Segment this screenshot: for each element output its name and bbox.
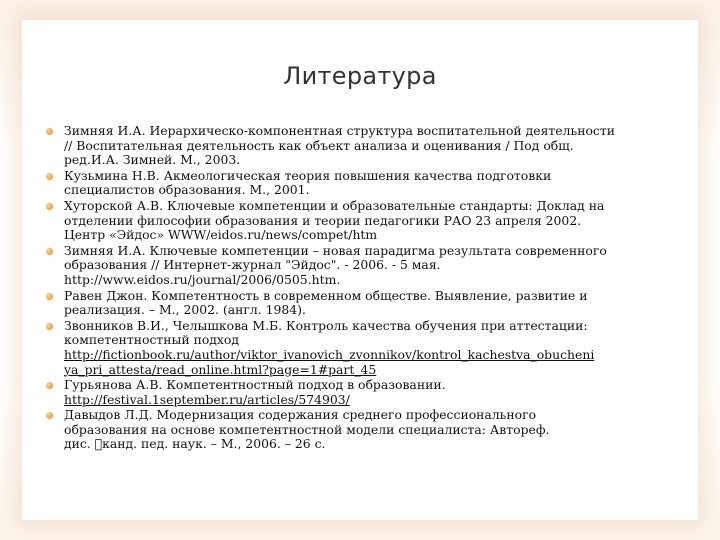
reference-text: отделении философии образования и теории педагогики РАО 23 апреля 2002. [64,212,582,228]
reference-text: образования // Интернет-журнал "Эйдос". - 2006. - 5 мая. [64,257,441,273]
reference-text: Гурьянова А.В. Компетентностный подход в образовании. [64,377,446,393]
reference-text: http://www.eidos.ru/journal/2006/0505.htm. [64,271,341,287]
bullet-icon [46,412,53,419]
reference-text: Зимняя И.А. Иерархическо-компонентная структура воспитательной деятельности [64,123,615,138]
reference-item [46,124,690,168]
reference-link[interactable]: ya_pri_attesta/read_online.html?page=1#part_45 [64,361,377,377]
slide-title: Литература [283,62,437,90]
reference-text: Равен Джон. Компетентность в современном обществе. Выявление, развитие и [64,287,588,303]
reference-text: Зимняя И.А. Ключевые компетенции – новая парадигма результата современного [64,242,607,258]
reference-text: специалистов образования. М., 2001. [64,182,310,198]
bullet-icon [46,293,53,300]
reference-text: ред.И.А. Зимней. М., 2003. [64,152,241,168]
reference-item [46,408,690,452]
reference-text: дис. канд. пед. наук. – М., 2006. – 26 с. [64,436,319,452]
reference-item [46,199,690,243]
bullet-icon [46,382,53,389]
reference-item [46,169,690,198]
reference-item [46,319,690,377]
reference-item [46,289,690,318]
bullet-icon [46,173,53,180]
bullet-icon [46,323,53,330]
reference-text: Центр «Эйдос» WWW/eidos.ru/news/compet/htm [64,227,378,243]
reference-text: компетентностный подход [64,332,239,348]
reference-item [46,378,690,407]
reference-text: реализация. – М., 2002. (англ. 1984). [64,302,306,318]
reference-text: Давыдов Л.Д. Модернизация содержания среднего профессионального [64,407,537,423]
bullet-icon [46,248,53,255]
reference-text: образования на основе компетентностной модели специалиста: Автореф. [64,421,550,437]
reference-list [46,124,690,453]
reference-text: Звонников В.И., Челышкова М.Б. Контроль качества обучения при аттестации: [64,317,588,333]
reference-text: Кузьмина Н.В. Акмеологическая теория повышения качества подготовки [64,167,552,183]
reference-text: Хуторской А.В. Ключевые компетенции и образовательные стандарты: Доклад на [64,197,605,213]
bullet-icon [46,128,53,135]
reference-text: // Воспитательная деятельность как объект анализа и оценивания / Под общ. [64,137,574,153]
bullet-icon [46,203,53,210]
reference-link[interactable]: http://fictionbook.ru/author/viktor_ivanovich_zvonnikov/kontrol_kachestva_obucheni [64,346,595,362]
reference-link[interactable]: http://festival.1september.ru/articles/574903/ [64,391,350,407]
reference-item [46,244,690,288]
